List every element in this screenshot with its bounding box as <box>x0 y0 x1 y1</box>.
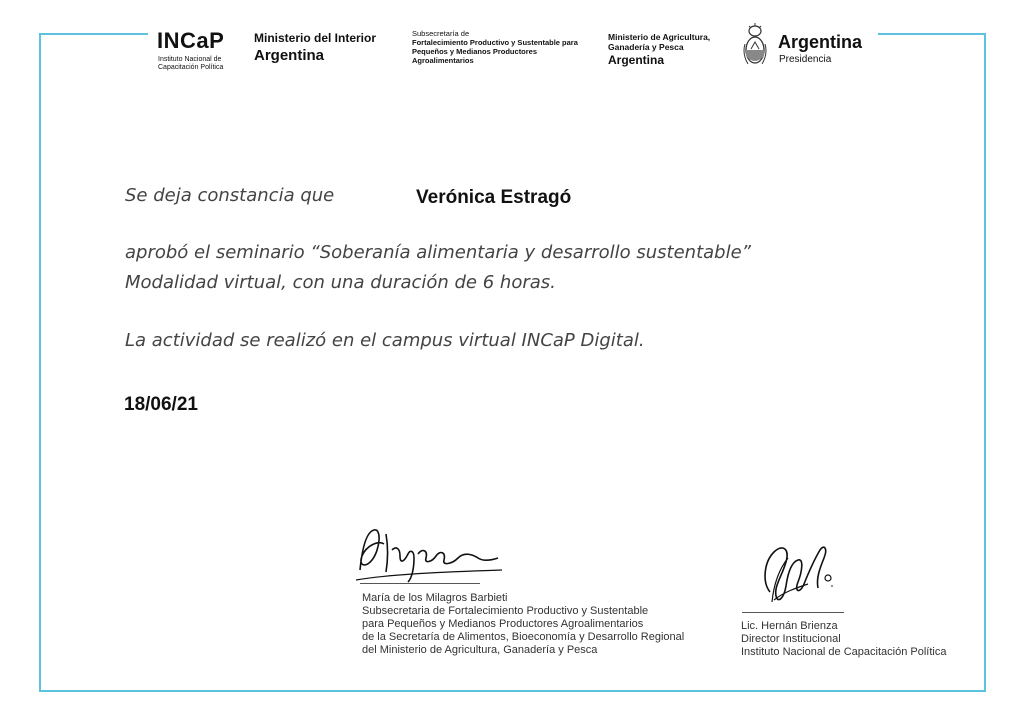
ministerio-interior-label: Ministerio del Interior <box>254 31 377 45</box>
left-signer-title: Subsecretaria de Fortalecimiento Productivo y Sustentable <box>362 605 649 617</box>
modality-line: Modalidad virtual, con una duración de 6 horas. <box>125 272 556 293</box>
incap-logo-title: INCaP <box>157 28 225 53</box>
right-signature-icon <box>744 532 836 614</box>
right-signer-name: Lic. Hernán Brienza <box>741 620 838 632</box>
certificate-date: 18/06/21 <box>124 394 198 415</box>
right-signer-block <box>741 620 946 659</box>
recipient-name: Verónica Estragó <box>416 187 572 208</box>
right-signature-line <box>742 612 844 613</box>
seminar-line: aprobó el seminario “Soberanía alimentaria y desarrollo sustentable” <box>125 242 751 263</box>
header-logos <box>148 20 878 72</box>
left-signature-icon <box>352 520 512 588</box>
certificate-intro: Se deja constancia que <box>125 185 335 206</box>
subsecretaria-name: Fortalecimiento Productivo y Sustentable para Pequeños y Medianos Productores Agroalimentarios <box>412 38 578 65</box>
presidencia-country: Argentina <box>778 32 863 52</box>
left-signature-line <box>360 583 480 584</box>
campus-line: La actividad se realizó en el campus virtual INCaP Digital. <box>125 330 645 351</box>
left-signer-block <box>362 592 684 657</box>
ministerio-agricultura-country: Argentina <box>608 53 665 67</box>
presidencia-label: Presidencia <box>779 54 832 65</box>
national-coat-of-arms-icon <box>742 22 768 70</box>
ministerio-agricultura-label: Ministerio de Agricultura, Ganadería y Pesca <box>608 32 711 52</box>
ministerio-interior-country: Argentina <box>254 47 325 64</box>
left-signer-title: de la Secretaría de Alimentos, Bioeconomía y Desarrollo Regional <box>362 631 685 643</box>
incap-logo-subtitle: Instituto Nacional de Capacitación Política <box>158 56 224 71</box>
subsecretaria-logo <box>412 29 592 65</box>
left-signer-title: para Pequeños y Medianos Productores Agroalimentarios <box>362 618 644 630</box>
right-signer-title: Instituto Nacional de Capacitación Política <box>741 646 947 658</box>
right-signer-title: Director Institucional <box>741 633 841 645</box>
subsecretaria-label: Subsecretaría de <box>412 29 470 38</box>
left-signer-title: del Ministerio de Agricultura, Ganadería y Pesca <box>362 644 598 656</box>
left-signer-name: María de los Milagros Barbieti <box>362 592 508 604</box>
